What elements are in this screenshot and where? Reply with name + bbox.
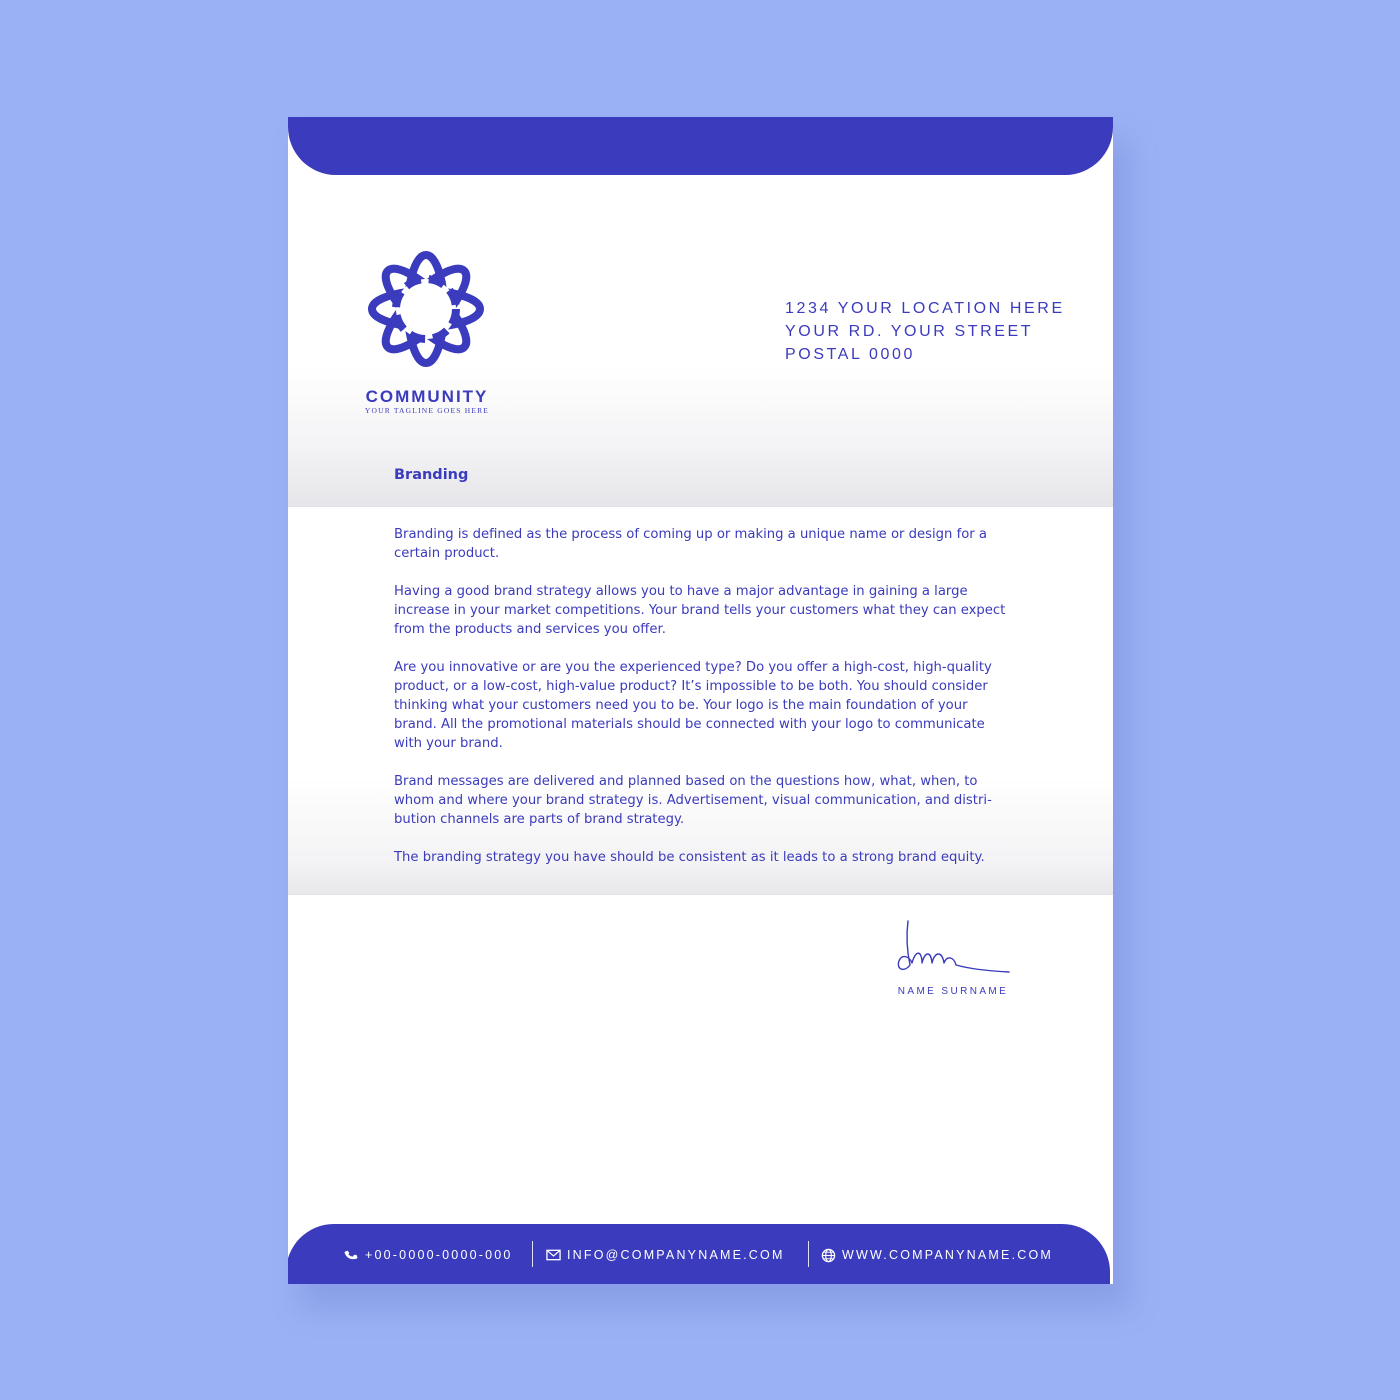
- document-heading: Branding: [394, 467, 469, 483]
- phone-number: +00-0000-0000-000: [365, 1248, 513, 1262]
- footer-divider: [808, 1241, 809, 1267]
- address-line-2: YOUR RD. YOUR STREET: [785, 323, 1034, 340]
- letterhead-paper: [288, 117, 1113, 1284]
- footer-divider: [532, 1241, 533, 1267]
- website-url: WWW.COMPANYNAME.COM: [842, 1248, 1054, 1262]
- body-paragraph: Are you innovative or are you the experienced type? Do you offer a high-cost, high-quality product, or a low-cost, high-value product? It’s impossible to be both. You should consider thinking what your customers need you to be. Your logo is the main foundation of your brand. All the promotional materials should be connected with your logo to communicate with your brand.: [394, 660, 992, 751]
- signer-name: NAME SURNAME: [897, 986, 1009, 997]
- handwritten-signature: [894, 917, 1014, 981]
- body-paragraph: Brand messages are delivered and planned based on the questions how, what, when, to whom and where your brand strategy is. Advertisement, visual communication, and distribution channels are parts of brand strategy.: [394, 774, 992, 827]
- header-band: [288, 117, 1113, 175]
- knot-flower-icon: [356, 239, 496, 379]
- address-block: [785, 297, 1065, 366]
- phone-icon: [343, 1247, 359, 1263]
- company-name: COMMUNITY: [365, 387, 489, 406]
- document-body: [394, 525, 1014, 886]
- address-line-3: POSTAL 0000: [785, 346, 915, 363]
- globe-icon: [820, 1247, 836, 1263]
- company-tagline: YOUR TAGLINE GOES HERE: [364, 406, 490, 415]
- body-paragraph: The branding strategy you have should be consistent as it leads to a strong brand equity.: [394, 850, 985, 865]
- body-paragraph: Branding is defined as the process of coming up or making a unique name or design for a certain product.: [394, 527, 987, 561]
- fold-crease-1: [288, 506, 1113, 507]
- envelope-icon: [545, 1247, 561, 1263]
- body-paragraph: Having a good brand strategy allows you to have a major advantage in gaining a large increase in your market competitions. Your brand tells your customers what they can expect from the products and services you offer.: [394, 584, 1006, 637]
- email-address: INFO@COMPANYNAME.COM: [567, 1248, 785, 1262]
- footer-email[interactable]: [545, 1245, 785, 1265]
- address-line-1: 1234 YOUR LOCATION HERE: [785, 300, 1065, 317]
- fold-crease-2: [288, 894, 1113, 895]
- footer-website[interactable]: [820, 1245, 1053, 1265]
- footer-phone[interactable]: [343, 1245, 513, 1265]
